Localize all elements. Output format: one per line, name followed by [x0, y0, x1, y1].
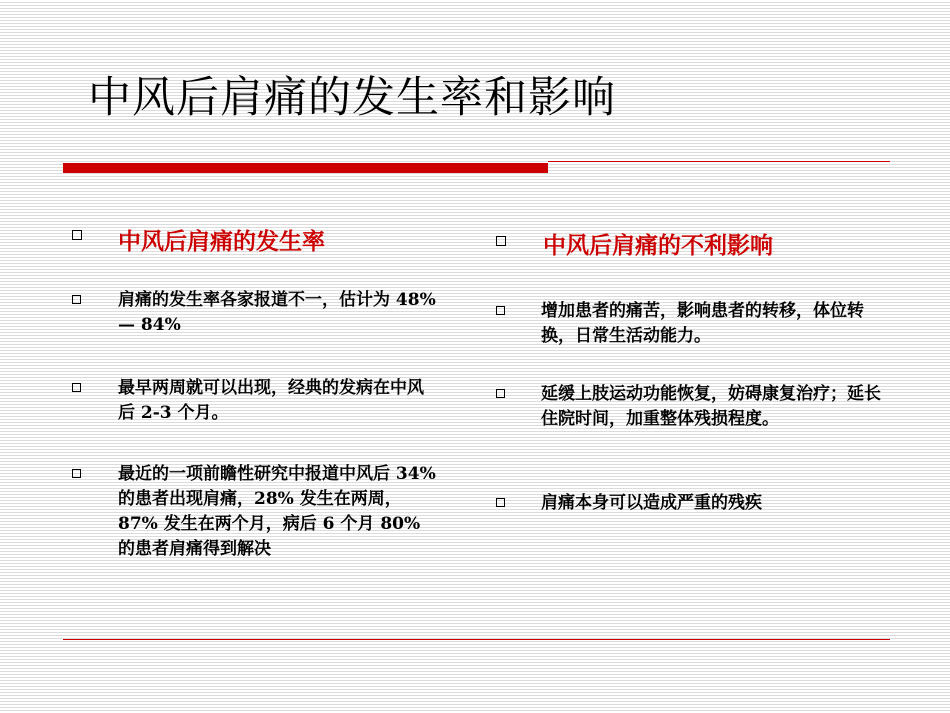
footer-rule — [63, 639, 890, 640]
slide-title: 中风后肩痛的发生率和影响 — [88, 73, 616, 123]
list-bullet-icon — [72, 383, 81, 392]
list-bullet-icon — [496, 306, 505, 315]
list-bullet-icon — [496, 389, 505, 398]
heading-bullet-icon — [496, 236, 506, 246]
list-bullet-icon — [72, 469, 81, 478]
list-bullet-icon — [496, 498, 505, 507]
left-item-incidence: 肩痛的发生率各家报道不一，估计为 48% — 84% — [118, 290, 436, 335]
title-underline-bar — [63, 163, 548, 173]
heading-bullet-icon — [72, 230, 82, 240]
list-bullet-icon — [72, 295, 81, 304]
right-item-suffering: 增加患者的痛苦，影响患者的转移，体位转换，日常生活动能力。 — [541, 301, 864, 346]
title-underline-rule — [548, 161, 890, 162]
left-item-onset: 最早两周就可以出现，经典的发病在中风后 2-3 个月。 — [118, 378, 424, 423]
right-item-disability: 肩痛本身可以造成严重的残疾 — [541, 493, 762, 513]
left-item-study: 最近的一项前瞻性研究中报道中风后 34% 的患者出现肩痛，28% 发生在两周，87% 发生在两个月，病后 6 个月 80% 的患者肩痛得到解决 — [118, 464, 436, 559]
left-column-heading: 中风后肩痛的发生率 — [118, 228, 325, 255]
right-column-heading: 中风后肩痛的不利影响 — [543, 232, 773, 259]
right-item-recovery: 延缓上肢运动功能恢复，妨碍康复治疗；延长住院时间，加重整体残损程度。 — [541, 384, 881, 429]
